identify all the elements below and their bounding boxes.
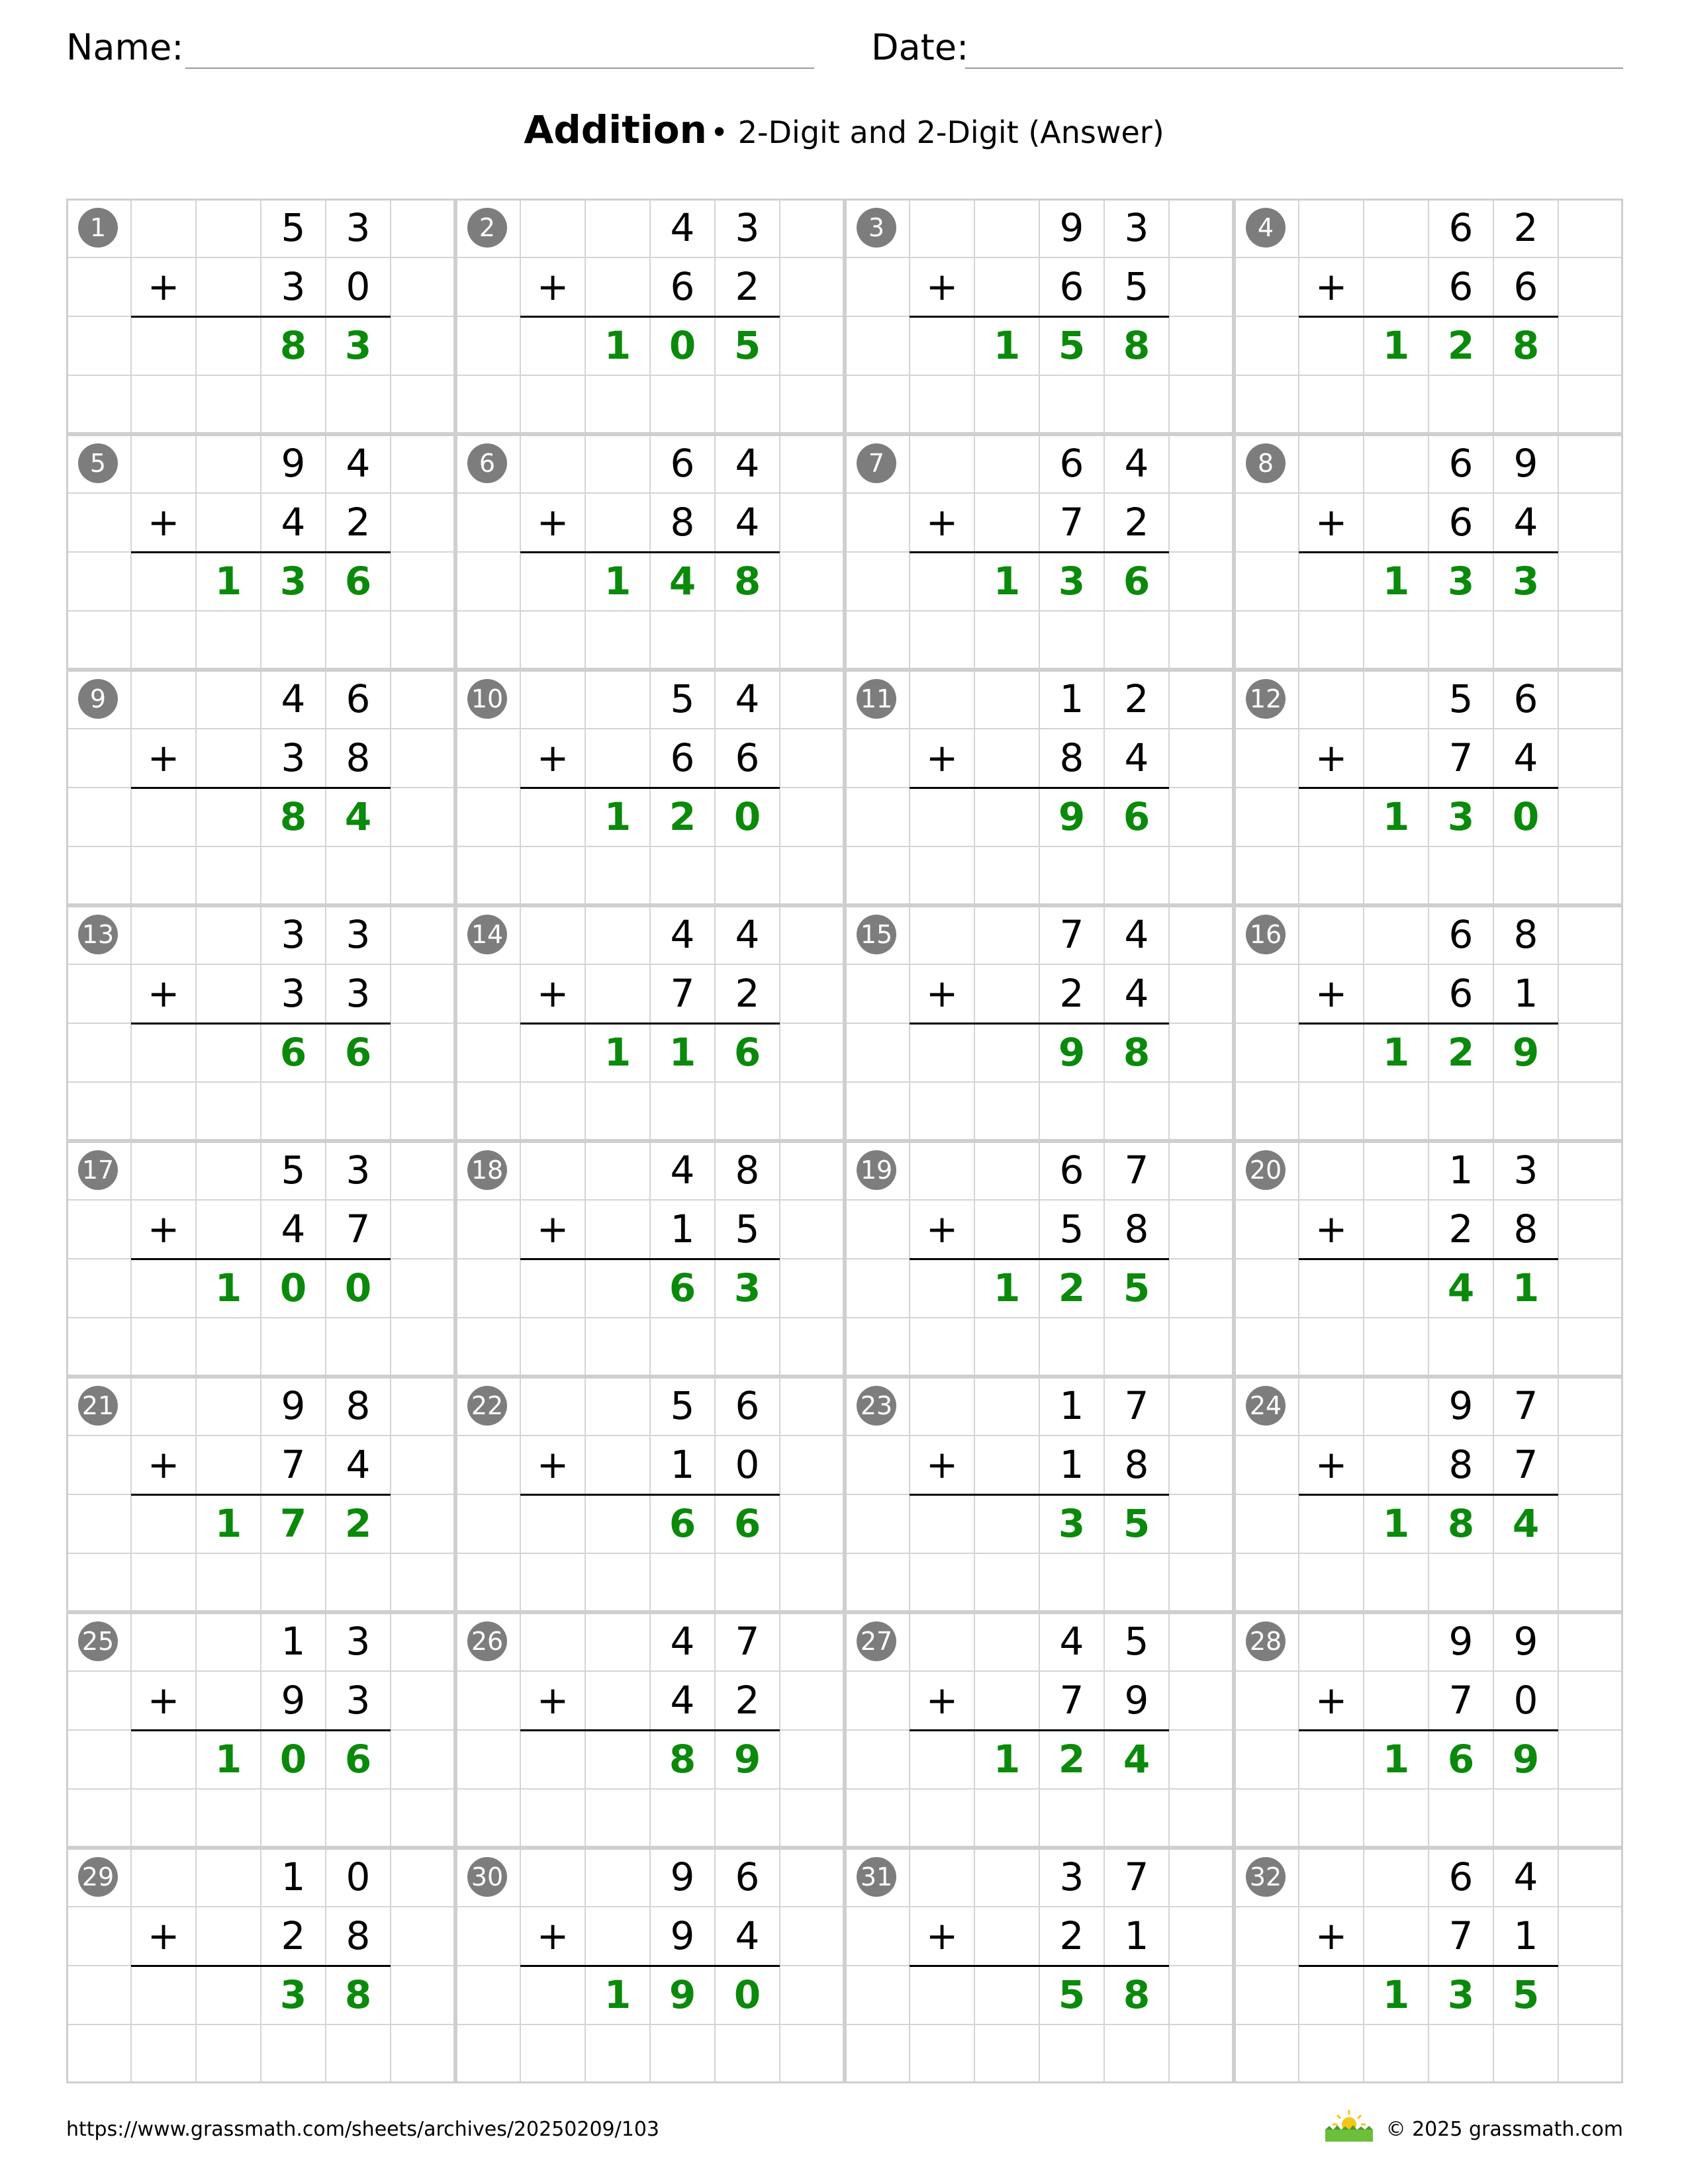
problem-number-badge: 26 [467, 1621, 507, 1661]
answer-digit[interactable]: 0 [1512, 794, 1540, 839]
answer-digit[interactable]: 8 [1123, 1972, 1150, 2017]
answer-digit[interactable]: 6 [1123, 559, 1150, 604]
bottom-addend-digit: 2 [735, 971, 760, 1016]
answer-digit[interactable]: 5 [1058, 1972, 1086, 2017]
top-addend-digit: 4 [670, 205, 695, 250]
problem-number-badge: 13 [78, 915, 118, 954]
answer-digit[interactable]: 1 [1382, 794, 1410, 839]
top-addend-digit: 1 [1448, 1148, 1474, 1193]
plus-operator: + [147, 1442, 180, 1487]
bottom-addend-digit: 4 [281, 500, 306, 545]
bottom-addend-digit: 1 [1513, 971, 1538, 1016]
top-addend-digit: 9 [281, 1383, 306, 1428]
top-addend-digit: 4 [1513, 1854, 1538, 1899]
problem-number-badge: 21 [78, 1386, 118, 1426]
problem-number-badge: 30 [467, 1857, 507, 1897]
answer-digit[interactable]: 3 [733, 1265, 761, 1310]
top-addend-digit: 7 [1124, 1383, 1149, 1428]
top-addend-digit: 5 [1124, 1619, 1149, 1664]
top-addend-digit: 9 [1513, 441, 1538, 486]
bottom-addend-digit: 8 [346, 1913, 371, 1958]
answer-digit[interactable]: 8 [669, 1737, 696, 1782]
bottom-addend-digit: 6 [670, 264, 695, 309]
top-addend-digit: 6 [1448, 441, 1474, 486]
bottom-addend-digit: 8 [1059, 735, 1084, 780]
top-addend-digit: 9 [1059, 205, 1084, 250]
answer-digit[interactable]: 2 [1058, 1265, 1086, 1310]
plus-operator: + [536, 264, 569, 309]
bottom-addend-digit: 4 [1513, 735, 1538, 780]
answer-digit[interactable]: 1 [1382, 323, 1410, 368]
answer-digit[interactable]: 1 [604, 1030, 632, 1075]
top-addend-digit: 2 [1124, 676, 1149, 721]
bottom-addend-digit: 7 [1448, 1678, 1474, 1723]
name-line[interactable] [185, 68, 814, 69]
answer-digit[interactable]: 3 [279, 559, 307, 604]
answer-digit[interactable]: 2 [1447, 323, 1475, 368]
top-addend-digit: 1 [281, 1854, 306, 1899]
answer-digit[interactable]: 1 [214, 1501, 242, 1546]
answer-digit[interactable]: 9 [1058, 794, 1086, 839]
bottom-addend-digit: 9 [1124, 1678, 1149, 1723]
plus-operator: + [1315, 735, 1348, 780]
plus-operator: + [536, 500, 569, 545]
top-addend-digit: 9 [281, 441, 306, 486]
bottom-addend-digit: 7 [1059, 500, 1084, 545]
answer-digit[interactable]: 0 [733, 1972, 761, 2017]
plus-operator: + [536, 1442, 569, 1487]
bottom-addend-digit: 4 [670, 1678, 695, 1723]
problem-number-badge: 32 [1246, 1857, 1286, 1897]
answer-digit[interactable]: 5 [733, 323, 761, 368]
plus-operator: + [147, 264, 180, 309]
top-addend-digit: 4 [1059, 1619, 1084, 1664]
answer-digit[interactable]: 1 [993, 1265, 1021, 1310]
answer-digit[interactable]: 1 [604, 323, 632, 368]
date-label: Date: [871, 26, 969, 68]
answer-digit[interactable]: 8 [733, 559, 761, 604]
answer-digit[interactable]: 2 [669, 794, 696, 839]
top-addend-digit: 8 [346, 1383, 371, 1428]
footer-copyright: © 2025 grassmath.com [1385, 2118, 1623, 2141]
plus-operator: + [536, 1206, 569, 1251]
date-line[interactable] [965, 68, 1623, 69]
top-addend-digit: 9 [1513, 1619, 1538, 1664]
bottom-addend-digit: 7 [670, 971, 695, 1016]
top-addend-digit: 3 [1059, 1854, 1084, 1899]
plus-operator: + [925, 500, 959, 545]
plus-operator: + [1315, 1913, 1348, 1958]
bottom-addend-digit: 4 [346, 1442, 371, 1487]
problem-number-badge: 12 [1246, 679, 1286, 719]
top-addend-digit: 1 [1059, 676, 1084, 721]
bottom-addend-digit: 2 [346, 500, 371, 545]
answer-digit[interactable]: 0 [344, 1265, 372, 1310]
plus-operator: + [925, 1442, 959, 1487]
bottom-addend-digit: 6 [1448, 500, 1474, 545]
answer-digit[interactable]: 1 [604, 559, 632, 604]
bottom-addend-digit: 7 [1513, 1442, 1538, 1487]
problem-number-badge: 17 [78, 1150, 118, 1190]
plus-operator: + [925, 1206, 959, 1251]
bottom-addend-digit: 3 [281, 735, 306, 780]
top-addend-digit: 6 [1059, 441, 1084, 486]
bottom-addend-digit: 4 [735, 500, 760, 545]
problem-number-badge: 7 [857, 443, 896, 483]
answer-digit[interactable]: 1 [993, 1737, 1021, 1782]
answer-digit[interactable]: 1 [1382, 1972, 1410, 2017]
plus-operator: + [1315, 1206, 1348, 1251]
answer-digit[interactable]: 8 [1447, 1501, 1475, 1546]
answer-digit[interactable]: 1 [604, 794, 632, 839]
answer-digit[interactable]: 8 [279, 323, 307, 368]
worksheet-title [0, 103, 1688, 166]
top-addend-digit: 6 [1448, 205, 1474, 250]
answer-digit[interactable]: 0 [733, 794, 761, 839]
top-addend-digit: 7 [1124, 1148, 1149, 1193]
plus-operator: + [925, 735, 959, 780]
top-addend-digit: 3 [1124, 205, 1149, 250]
answer-digit[interactable]: 1 [1382, 1030, 1410, 1075]
bottom-addend-digit: 6 [1513, 264, 1538, 309]
answer-digit[interactable]: 2 [1058, 1737, 1086, 1782]
problem-number-badge: 19 [857, 1150, 896, 1190]
answer-digit[interactable]: 6 [1447, 1737, 1475, 1782]
top-addend-digit: 4 [1124, 912, 1149, 957]
problem-number-badge: 3 [857, 208, 896, 248]
bottom-addend-digit: 6 [1448, 264, 1474, 309]
top-addend-digit: 6 [1448, 1854, 1474, 1899]
answer-digit[interactable]: 9 [669, 1972, 696, 2017]
problem-number-badge: 11 [857, 679, 896, 719]
bottom-addend-digit: 0 [1513, 1678, 1538, 1723]
bottom-addend-digit: 8 [346, 735, 371, 780]
top-addend-digit: 9 [1448, 1383, 1474, 1428]
top-addend-digit: 5 [1448, 676, 1474, 721]
answer-digit[interactable]: 2 [1447, 1030, 1475, 1075]
top-addend-digit: 0 [346, 1854, 371, 1899]
bottom-addend-digit: 1 [1124, 1913, 1149, 1958]
problem-number-badge: 9 [78, 679, 118, 719]
top-addend-digit: 7 [1124, 1854, 1149, 1899]
answer-digit[interactable]: 6 [344, 1030, 372, 1075]
top-addend-digit: 4 [346, 441, 371, 486]
plus-operator: + [147, 500, 180, 545]
bottom-addend-digit: 4 [735, 1913, 760, 1958]
plus-operator: + [147, 1678, 180, 1723]
bottom-addend-digit: 6 [670, 735, 695, 780]
answer-digit[interactable]: 4 [669, 559, 696, 604]
grass-sun-logo [1324, 2109, 1374, 2143]
title-main: Addition [524, 107, 707, 152]
top-addend-digit: 7 [1513, 1383, 1538, 1428]
answer-digit[interactable]: 6 [733, 1501, 761, 1546]
top-addend-digit: 4 [1124, 441, 1149, 486]
bottom-addend-digit: 4 [1513, 500, 1538, 545]
bottom-addend-digit: 8 [1513, 1206, 1538, 1251]
problem-number-badge: 25 [78, 1621, 118, 1661]
plus-operator: + [1315, 500, 1348, 545]
bottom-addend-digit: 3 [281, 971, 306, 1016]
answer-digit[interactable]: 1 [1382, 1737, 1410, 1782]
bottom-addend-digit: 5 [1059, 1206, 1084, 1251]
problem-number-badge: 31 [857, 1857, 896, 1897]
answer-digit[interactable]: 5 [1512, 1972, 1540, 2017]
problem-number-badge: 10 [467, 679, 507, 719]
problem-number-badge: 28 [1246, 1621, 1286, 1661]
problem-number-badge: 18 [467, 1150, 507, 1190]
problem-number-badge: 6 [467, 443, 507, 483]
plus-operator: + [1315, 1442, 1348, 1487]
bottom-addend-digit: 7 [346, 1206, 371, 1251]
top-addend-digit: 6 [1513, 676, 1538, 721]
answer-digit[interactable]: 4 [1447, 1265, 1475, 1310]
answer-digit[interactable]: 6 [1123, 794, 1150, 839]
top-addend-digit: 4 [670, 912, 695, 957]
plus-operator: + [925, 264, 959, 309]
plus-operator: + [147, 1206, 180, 1251]
answer-digit[interactable]: 0 [669, 323, 696, 368]
answer-digit[interactable]: 6 [669, 1265, 696, 1310]
top-addend-digit: 8 [735, 1148, 760, 1193]
top-addend-digit: 6 [670, 441, 695, 486]
answer-digit[interactable]: 4 [344, 794, 372, 839]
answer-digit[interactable]: 6 [669, 1501, 696, 1546]
bottom-addend-digit: 0 [735, 1442, 760, 1487]
answer-digit[interactable]: 4 [1512, 1501, 1540, 1546]
answer-digit[interactable]: 1 [214, 559, 242, 604]
problem-number-badge: 14 [467, 915, 507, 954]
problem-number-badge: 4 [1246, 208, 1286, 248]
bottom-addend-digit: 3 [346, 1678, 371, 1723]
answer-digit[interactable]: 9 [1512, 1030, 1540, 1075]
answer-digit[interactable]: 5 [1123, 1501, 1150, 1546]
answer-digit[interactable]: 6 [279, 1030, 307, 1075]
problem-number-badge: 1 [78, 208, 118, 248]
bottom-addend-digit: 3 [346, 971, 371, 1016]
answer-digit[interactable]: 3 [1058, 559, 1086, 604]
answer-digit[interactable]: 1 [214, 1265, 242, 1310]
answer-digit[interactable]: 1 [1512, 1265, 1540, 1310]
plus-operator: + [1315, 264, 1348, 309]
top-addend-digit: 4 [735, 912, 760, 957]
top-addend-digit: 1 [281, 1619, 306, 1664]
top-addend-digit: 4 [735, 441, 760, 486]
top-addend-digit: 7 [1059, 912, 1084, 957]
top-addend-digit: 6 [735, 1854, 760, 1899]
top-addend-digit: 7 [735, 1619, 760, 1664]
answer-digit[interactable]: 6 [344, 1737, 372, 1782]
top-addend-digit: 4 [670, 1148, 695, 1193]
bottom-addend-digit: 5 [735, 1206, 760, 1251]
answer-digit[interactable]: 3 [344, 323, 372, 368]
plus-operator: + [536, 1678, 569, 1723]
answer-digit[interactable]: 3 [1512, 559, 1540, 604]
top-addend-digit: 1 [1059, 1383, 1084, 1428]
top-addend-digit: 4 [735, 676, 760, 721]
answer-digit[interactable]: 6 [344, 559, 372, 604]
bottom-addend-digit: 6 [1448, 971, 1474, 1016]
top-addend-digit: 6 [346, 676, 371, 721]
problem-number-badge: 8 [1246, 443, 1286, 483]
answer-digit[interactable]: 8 [344, 1972, 372, 2017]
top-addend-digit: 4 [281, 676, 306, 721]
problem-number-badge: 20 [1246, 1150, 1286, 1190]
name-label: Name: [66, 26, 184, 68]
bottom-addend-digit: 9 [281, 1678, 306, 1723]
bottom-addend-digit: 1 [670, 1442, 695, 1487]
problem-number-badge: 2 [467, 208, 507, 248]
answer-digit[interactable]: 8 [1123, 1030, 1150, 1075]
top-addend-digit: 5 [670, 676, 695, 721]
plus-operator: + [925, 971, 959, 1016]
bottom-addend-digit: 3 [281, 264, 306, 309]
top-addend-digit: 9 [1448, 1619, 1474, 1664]
answer-digit[interactable]: 1 [1382, 1501, 1410, 1546]
bottom-addend-digit: 2 [735, 264, 760, 309]
answer-digit[interactable]: 6 [733, 1030, 761, 1075]
top-addend-digit: 3 [346, 1619, 371, 1664]
bottom-addend-digit: 2 [281, 1913, 306, 1958]
answer-digit[interactable]: 3 [1447, 794, 1475, 839]
plus-operator: + [536, 1913, 569, 1958]
bottom-addend-digit: 8 [670, 500, 695, 545]
answer-digit[interactable]: 0 [279, 1265, 307, 1310]
bottom-addend-digit: 1 [1513, 1913, 1538, 1958]
top-addend-digit: 5 [670, 1383, 695, 1428]
bottom-addend-digit: 7 [1448, 735, 1474, 780]
bottom-addend-digit: 9 [670, 1913, 695, 1958]
bottom-addend-digit: 7 [1059, 1678, 1084, 1723]
answer-digit[interactable]: 8 [1123, 323, 1150, 368]
plus-operator: + [1315, 1678, 1348, 1723]
bottom-addend-digit: 2 [1124, 500, 1149, 545]
answer-digit[interactable]: 1 [214, 1737, 242, 1782]
bottom-addend-digit: 2 [1059, 1913, 1084, 1958]
bottom-addend-digit: 5 [1124, 264, 1149, 309]
footer-url: https://www.grassmath.com/sheets/archives/20250209/103 [66, 2118, 660, 2141]
top-addend-digit: 6 [1059, 1148, 1084, 1193]
top-addend-digit: 3 [1513, 1148, 1538, 1193]
plus-operator: + [147, 971, 180, 1016]
bottom-addend-digit: 1 [1059, 1442, 1084, 1487]
bottom-addend-digit: 6 [1059, 264, 1084, 309]
answer-digit[interactable]: 4 [1123, 1737, 1150, 1782]
bottom-addend-digit: 4 [1124, 971, 1149, 1016]
problem-number-badge: 27 [857, 1621, 896, 1661]
answer-digit[interactable]: 5 [1058, 323, 1086, 368]
answer-digit[interactable]: 3 [279, 1972, 307, 2017]
problem-number-badge: 23 [857, 1386, 896, 1426]
problem-grid [66, 199, 1623, 2088]
bottom-addend-digit: 8 [1448, 1442, 1474, 1487]
plus-operator: + [925, 1913, 959, 1958]
top-addend-digit: 3 [346, 1148, 371, 1193]
top-addend-digit: 3 [346, 912, 371, 957]
top-addend-digit: 3 [735, 205, 760, 250]
problem-number-badge: 29 [78, 1857, 118, 1897]
answer-digit[interactable]: 3 [1058, 1501, 1086, 1546]
bottom-addend-digit: 0 [346, 264, 371, 309]
plus-operator: + [925, 1678, 959, 1723]
top-addend-digit: 5 [281, 205, 306, 250]
plus-operator: + [536, 971, 569, 1016]
bottom-addend-digit: 7 [1448, 1913, 1474, 1958]
plus-operator: + [536, 735, 569, 780]
bottom-addend-digit: 7 [281, 1442, 306, 1487]
top-addend-digit: 3 [281, 912, 306, 957]
plus-operator: + [1315, 971, 1348, 1016]
problem-number-badge: 24 [1246, 1386, 1286, 1426]
answer-digit[interactable]: 5 [1123, 1265, 1150, 1310]
bottom-addend-digit: 2 [735, 1678, 760, 1723]
answer-digit[interactable]: 2 [344, 1501, 372, 1546]
answer-digit[interactable]: 9 [733, 1737, 761, 1782]
answer-digit[interactable]: 1 [993, 559, 1021, 604]
bottom-addend-digit: 2 [1059, 971, 1084, 1016]
answer-digit[interactable]: 7 [279, 1501, 307, 1546]
bottom-addend-digit: 4 [281, 1206, 306, 1251]
top-addend-digit: 9 [670, 1854, 695, 1899]
answer-digit[interactable]: 0 [279, 1737, 307, 1782]
top-addend-digit: 6 [1448, 912, 1474, 957]
top-addend-digit: 2 [1513, 205, 1538, 250]
bottom-addend-digit: 8 [1124, 1206, 1149, 1251]
plus-operator: + [147, 1913, 180, 1958]
bottom-addend-digit: 1 [670, 1206, 695, 1251]
bottom-addend-digit: 8 [1124, 1442, 1149, 1487]
bottom-addend-digit: 6 [735, 735, 760, 780]
problem-number-badge: 15 [857, 915, 896, 954]
answer-digit[interactable]: 9 [1058, 1030, 1086, 1075]
problem-number-badge: 5 [78, 443, 118, 483]
problem-number-badge: 16 [1246, 915, 1286, 954]
title-subtitle: • 2-Digit and 2-Digit (Answer) [710, 114, 1164, 150]
answer-digit[interactable]: 1 [993, 323, 1021, 368]
answer-digit[interactable]: 1 [1382, 559, 1410, 604]
answer-digit[interactable]: 3 [1447, 1972, 1475, 2017]
problem-number-badge: 22 [467, 1386, 507, 1426]
top-addend-digit: 6 [735, 1383, 760, 1428]
answer-digit[interactable]: 8 [279, 794, 307, 839]
top-addend-digit: 5 [281, 1148, 306, 1193]
bottom-addend-digit: 2 [1448, 1206, 1474, 1251]
plus-operator: + [147, 735, 180, 780]
answer-digit[interactable]: 1 [669, 1030, 696, 1075]
bottom-addend-digit: 4 [1124, 735, 1149, 780]
top-addend-digit: 4 [670, 1619, 695, 1664]
answer-digit[interactable]: 3 [1447, 559, 1475, 604]
answer-digit[interactable]: 9 [1512, 1737, 1540, 1782]
top-addend-digit: 8 [1513, 912, 1538, 957]
answer-digit[interactable]: 8 [1512, 323, 1540, 368]
answer-digit[interactable]: 1 [604, 1972, 632, 2017]
top-addend-digit: 3 [346, 205, 371, 250]
